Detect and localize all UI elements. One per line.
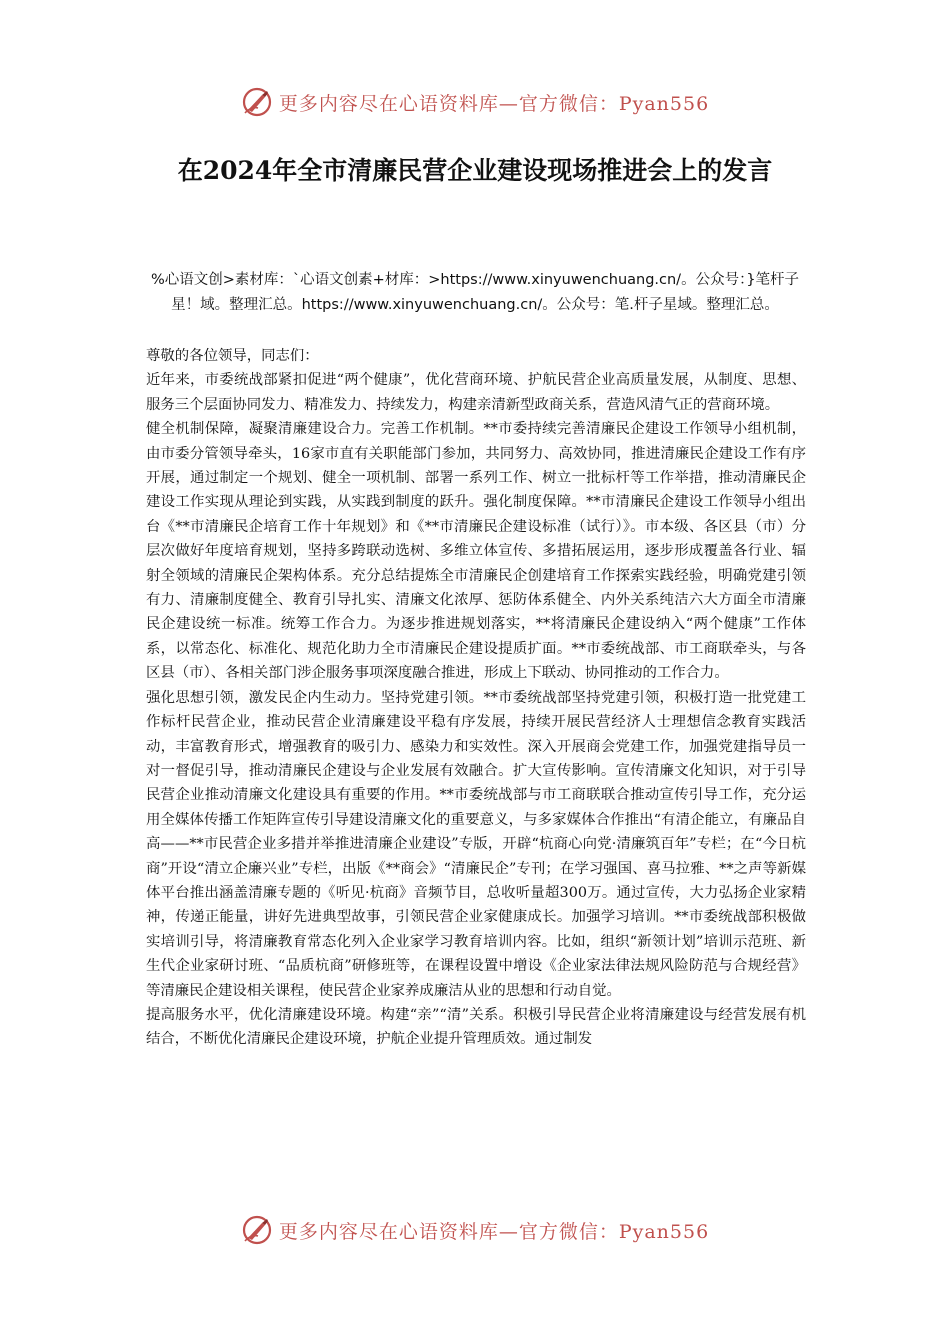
pen-nib-logo-icon [241, 1214, 273, 1246]
document-body [146, 344, 806, 1052]
header-banner [0, 82, 950, 122]
header-banner-text: 更多内容尽在心语资料库—官方微信：Pyan556 [278, 92, 710, 115]
ideology-paragraph: 强化思想引领，激发民企内生动力。坚持党建引领。**市委统战部坚持党建引领，积极打造一批党建工作标杆民营企业，推动民营企业清廉建设平稳有序发展，持续开展民营经济人士理想信念教育实践活动，丰富教育形式，增强教育的吸引力、感染力和实效性。深入开展商会党建工作，加强党建指导员一对一督促引导，推动清廉民企建设与企业发展有效融合。扩大宣传影响。宣传清廉文化知识，对于引导民营企业推动清廉文化建设具有重要的作用。**市委统战部与市工商联联合推动宣传引导工作，充分运用全媒体传播工作矩阵宣传引导建设清廉文化的重要意义，与多家媒体合作推出“有清企能立，有廉品自高——**市民营企业多措并举推进清廉企业建设”专版，开辟“杭商心向党·清廉筑百年”专栏；在“今日杭商”开设“清立企廉兴业”专栏，出版《**商会》“清廉民企”专刊；在学习强国、喜马拉雅、**之声等新媒体平台推出涵盖清廉专题的《听见·杭商》音频节目，总收听量超300万。通过宣传，大力弘扬企业家精神，传递正能量，讲好先进典型故事，引领民营企业家健康成长。加强学习培训。**市委统战部积极做实培训引导，将清廉教育常态化列入企业家学习教育培训内容。比如，组织“新领计划”培训示范班、新生代企业家研讨班、“品质杭商”研修班等，在课程设置中增设《企业家法律法规风险防范与合规经营》等清廉民企建设相关课程，使民营企业家养成廉洁从业的思想和行动自觉。 [146, 689, 806, 999]
salutation-paragraph: 尊敬的各位领导，同志们： [146, 348, 319, 364]
document-title: 在2024年全市清廉民营企业建设现场推进会上的发言 [177, 156, 773, 185]
intro-paragraph: 近年来，市委统战部紧扣促进“两个健康”，优化营商环境、护航民营企业高质量发展，从制度、思想、服务三个层面协同发力、精准发力、持续发力，构建亲清新型政商关系，营造风清气正的营商环境。 [146, 372, 806, 413]
footer-banner-text: 更多内容尽在心语资料库—官方微信：Pyan556 [278, 1220, 710, 1243]
source-note: %心语文创>素材库：`心语文创素+材库：>https://www.xinyuwenchuang.cn/。公众号：}笔杆子星！域。整理汇总。https://www.xinyuwenchuang.cn/。公众号：笔.杆子星域。整理汇总。 [150, 272, 800, 313]
mechanism-paragraph: 健全机制保障，凝聚清廉建设合力。完善工作机制。**市委持续完善清廉民企建设工作领导小组机制，由市委分管领导牵头，16家市直有关职能部门参加，共同努力、高效协同，推进清廉民企建设工作有序开展，通过制定一个规划、健全一项机制、部署一系列工作、树立一批标杆等工作举措，推动清廉民企建设工作实现从理论到实践，从实践到制度的跃升。强化制度保障。**市清廉民企建设工作领导小组出台《**市清廉民企培育工作十年规划》和《**市清廉民企建设标准（试行）》。市本级、各区县（市）分层次做好年度培育规划，坚持多跨联动选树、多维立体宣传、多措拓展运用，逐步形成覆盖各行业、辐射全领域的清廉民企架构体系。充分总结提炼全市清廉民企创建培育工作探索实践经验，明确党建引领有力、清廉制度健全、教育引导扎实、清廉文化浓厚、惩防体系健全、内外关系纯洁六大方面全市清廉民企建设统一标准。统筹工作合力。为逐步推进规划落实，**将清廉民企建设纳入“两个健康”工作体系，以常态化、标准化、规范化助力全市清廉民企建设提质扩面。**市委统战部、市工商联牵头，与各区县（市）、各相关部门涉企服务事项深度融合推进，形成上下联动、协同推动的工作合力。 [146, 421, 806, 682]
service-paragraph: 提高服务水平，优化清廉建设环境。构建“亲”“清”关系。积极引导民营企业将清廉建设与经营发展有机结合，不断优化清廉民企建设环境，护航企业提升管理质效。通过制发 [146, 1006, 806, 1048]
footer-banner [0, 1210, 950, 1250]
pen-nib-logo-icon [241, 86, 273, 118]
